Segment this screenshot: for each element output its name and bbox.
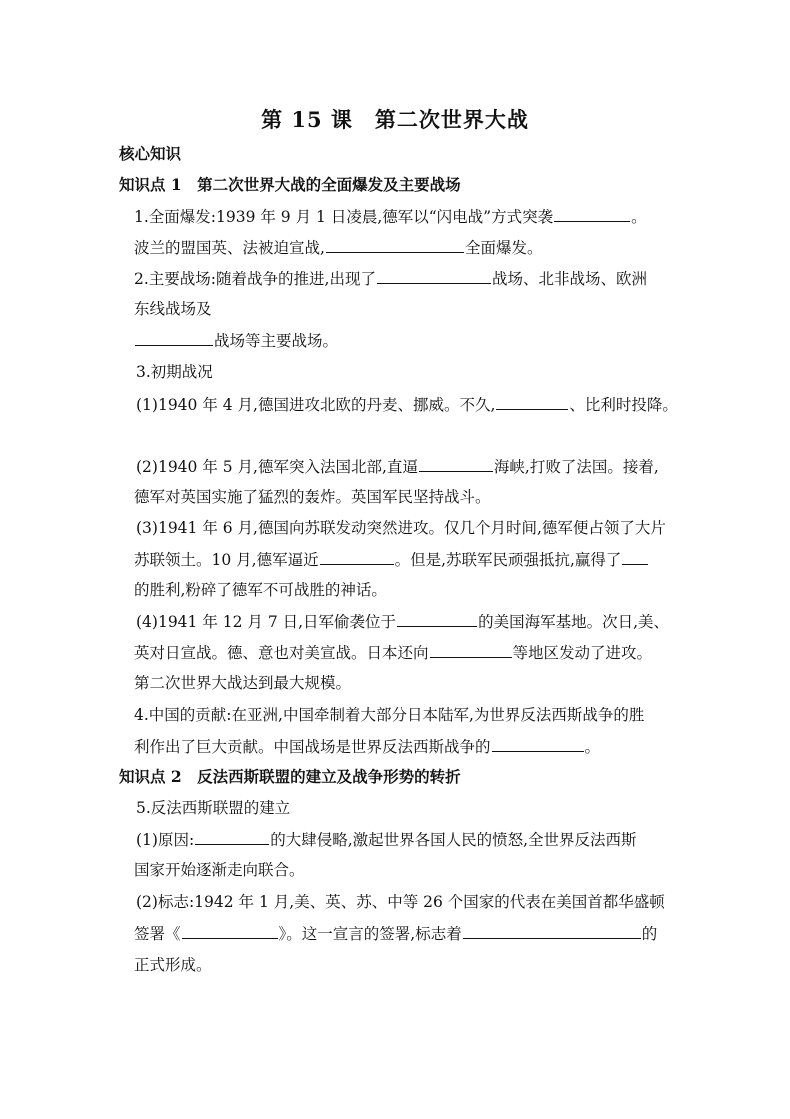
item-2-line-1: 2.主要战场:随着战争的推进,出现了 战场、北非战场、欧洲 [134, 270, 647, 288]
fill-blank[interactable] [496, 394, 568, 410]
lesson-number: 第 15 课 [261, 107, 353, 132]
symbol-line-1: (2)标志:1942 年 1 月,美、英、苏、中等 26 个国家的代表在美国首都华盛顿 [136, 893, 665, 911]
fill-blank[interactable] [397, 611, 477, 627]
item-2-line-3: 战场等主要战场。 [134, 330, 338, 351]
reason-line-2: 国家开始逐渐走向联合。 [134, 861, 305, 879]
para-2-line-2: 德军对英国实施了猛烈的轰炸。英国军民坚持战斗。 [134, 488, 491, 506]
item-5-heading: 5.反法西斯联盟的建立 [136, 799, 291, 817]
para-2-line-1: (2)1940 年 5 月,德军突入法国北部,直逼 海峡,打败了法国。接着, [136, 458, 659, 476]
symbol-line-2: 签署《 》。这一宣言的签署,标志着 的 [134, 925, 658, 943]
item-1-line-1: 1.全面爆发:1939 年 9 月 1 日凌晨,德军以“闪电战”方式突袭 。 [134, 208, 647, 226]
item-4-line-1: 4.中国的贡献:在亚洲,中国牵制着大部分日本陆军,为世界反法西斯战争的胜 [134, 706, 645, 724]
para-1: (1)1940 年 4 月,德国进攻北欧的丹麦、挪威。不久, 、比利时投降。 [136, 396, 678, 414]
kp1-heading: 知识点 1 第二次世界大战的全面爆发及主要战场 [119, 175, 461, 194]
lesson-title [0, 104, 790, 134]
para-4-line-1: (4)1941 年 12 月 7 日,日军偷袭位于 的美国海军基地。次日,美、 [136, 613, 669, 631]
fill-blank[interactable] [320, 549, 394, 565]
fill-blank[interactable] [622, 549, 648, 565]
para-4-line-3: 第二次世界大战达到最大规模。 [134, 674, 352, 692]
fill-blank[interactable] [419, 456, 493, 472]
item-4-line-2: 利作出了巨大贡献。中国战场是世界反法西斯战争的 。 [134, 738, 601, 756]
fill-blank[interactable] [135, 330, 213, 346]
item-2-line-2: 东线战场及 [134, 300, 212, 318]
kp2-heading: 知识点 2 反法西斯联盟的建立及战争形势的转折 [119, 767, 461, 786]
para-3-line-3: 的胜利,粉碎了德军不可战胜的神话。 [134, 581, 387, 599]
para-3-line-1: (3)1941 年 6 月,德国向苏联发动突然进攻。仅几个月时间,德军便占领了大片 [136, 519, 666, 537]
core-knowledge-heading: 核心知识 [119, 144, 182, 163]
reason-line-1: (1)原因: 的大肆侵略,激起世界各国人民的愤怒,全世界反法西斯 [136, 831, 637, 849]
fill-blank[interactable] [182, 923, 278, 939]
item-3-heading: 3.初期战况 [136, 363, 213, 381]
item-1-line-2: 波兰的盟国英、法被迫宣战, 全面爆发。 [134, 239, 543, 257]
lesson-name: 第二次世界大战 [374, 107, 529, 132]
fill-blank[interactable] [326, 237, 464, 253]
fill-blank[interactable] [377, 268, 491, 284]
fill-blank[interactable] [430, 642, 512, 658]
fill-blank[interactable] [463, 923, 641, 939]
para-3-line-2: 苏联领土。10 月,德军逼近 。但是,苏联军民顽强抵抗,赢得了 [134, 549, 649, 570]
fill-blank[interactable] [492, 736, 584, 752]
symbol-line-3: 正式形成。 [134, 956, 212, 974]
para-4-line-2: 英对日宣战。德、意也对美宣战。日本还向 等地区发动了进攻。 [134, 644, 653, 662]
fill-blank[interactable] [195, 829, 269, 845]
fill-blank[interactable] [554, 206, 630, 222]
